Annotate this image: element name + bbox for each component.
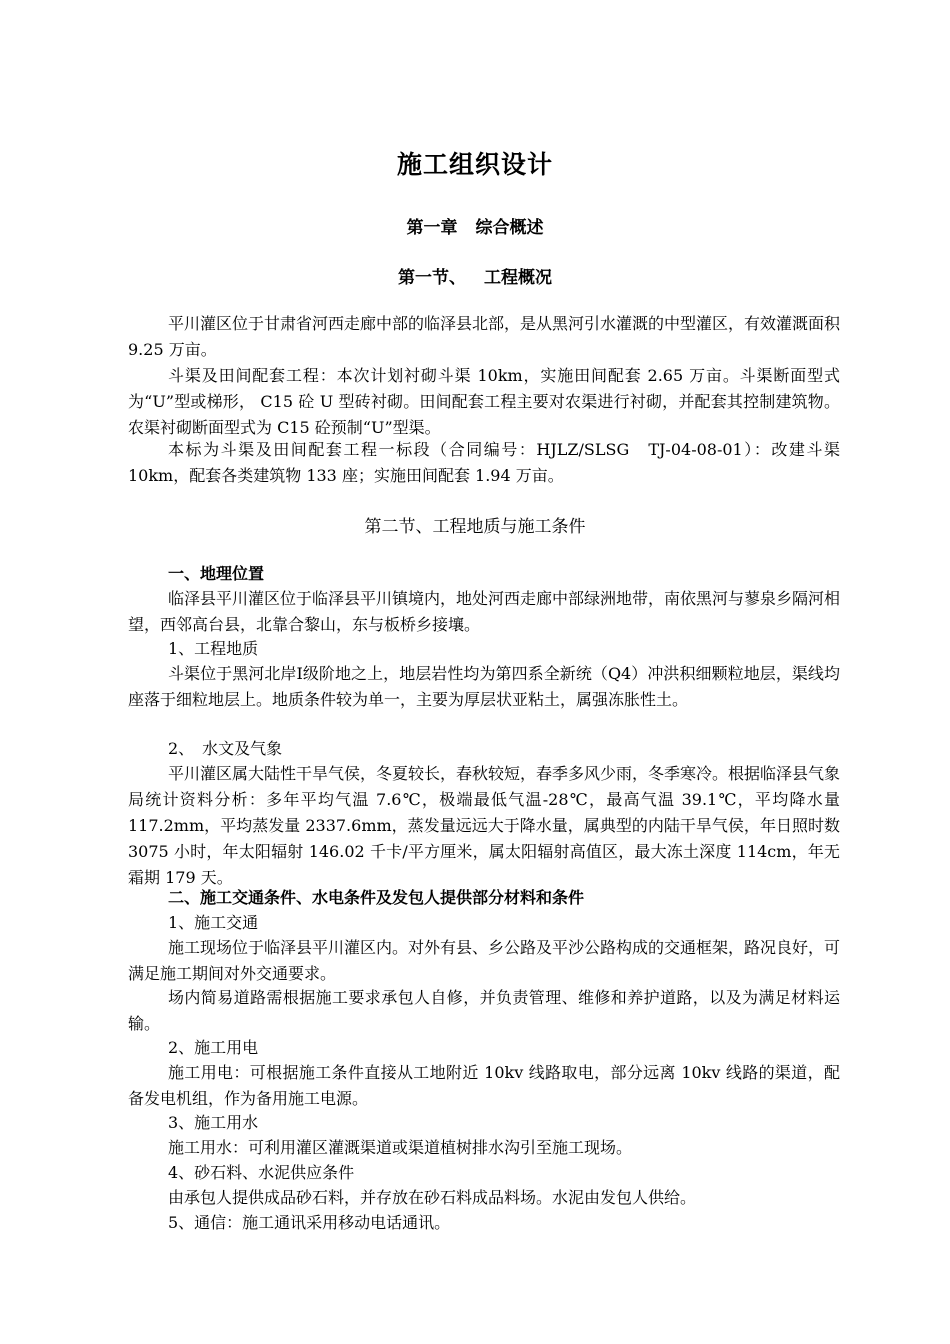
geology-text: 斗渠位于黑河北岸Ⅰ级阶地之上，地层岩性均为第四系全新统（Q4）冲洪积细颗粒地层，渠线均座落于细粒地层上。地质条件较为单一，主要为厚层状亚粘土，属强冻胀性土。	[128, 664, 840, 709]
paragraph-overview: 平川灌区位于甘肃省河西走廊中部的临泽县北部，是从黑河引水灌溉的中型灌区，有效灌溉面积 9.25 万亩。	[128, 314, 841, 359]
chapter-number: 第一章	[406, 218, 458, 238]
geology-heading: 1、工程地质	[168, 639, 259, 658]
hydro-heading: 2、 水文及气象	[168, 739, 283, 758]
material-text: 由承包人提供成品砂石料，并存放在砂石料成品料场。水泥由发包人供给。	[168, 1188, 697, 1207]
chapter-heading	[0, 213, 950, 238]
chapter-title: 综合概述	[475, 218, 544, 238]
geo-location-text: 临泽县平川灌区位于临泽县平川镇境内，地处河西走廊中部绿洲地带，南依黑河与蓼泉乡隔河相望，西邻高台县，北靠合黎山，东与板桥乡接壤。	[128, 589, 841, 634]
paragraph-ditch-works: 斗渠及田间配套工程：本次计划衬砌斗渠 10km，实施田间配套 2.65 万亩。斗渠断面型式为“U”型或梯形， C15 砼 U 型砖衬砌。田间配套工程主要对农渠进行衬砌，并配套其控制建筑物。农渠衬砌断面型式为 C15 砼预制“U”型渠。	[128, 366, 840, 437]
communication-text: 5、通信：施工通讯采用移动电话通讯。	[168, 1213, 451, 1232]
conditions-heading: 二、施工交通条件、水电条件及发包人提供部分材料和条件	[168, 888, 585, 907]
power-text: 施工用电：可根据施工条件直接从工地附近 10kv 线路取电，部分远离 10kv 线路的渠道，配备发电机组，作为备用施工电源。	[128, 1063, 840, 1108]
geo-location-heading: 一、地理位置	[168, 564, 265, 583]
material-heading: 4、砂石料、水泥供应条件	[168, 1163, 355, 1182]
traffic-text-2: 场内简易道路需根据施工要求承包人自修，并负责管理、维修和养护道路，以及为满足材料运输。	[128, 988, 840, 1033]
paragraph-bid-section: 本标为斗渠及田间配套工程一标段（合同编号：HJLZ/SLSG TJ-04-08-01）：改建斗渠 10km，配套各类建筑物 133 座；实施田间配套 1.94 万亩。	[128, 440, 840, 485]
water-text: 施工用水：可利用灌区灌溉渠道或渠道植树排水沟引至施工现场。	[168, 1138, 633, 1157]
traffic-heading: 1、施工交通	[168, 913, 259, 932]
section-heading-2: 第二节、工程地质与施工条件	[364, 517, 586, 537]
power-heading: 2、施工用电	[168, 1038, 259, 1057]
water-heading: 3、施工用水	[168, 1113, 259, 1132]
section-title: 工程概况	[484, 268, 552, 288]
hydro-text: 平川灌区属大陆性干旱气侯，冬夏较长，春秋较短，春季多风少雨，冬季寒冷。根据临泽县气象局统计资料分析：多年平均气温 7.6℃，极端最低气温-28℃，最高气温 39.1℃，平均降水量 117.2mm，平均蒸发量 2337.6mm，蒸发量远远大于降水量，属典型的内陆干旱气侯，年日照时数 3075 小时，年太阳辐射 146.02 千卡/平方厘米，属太阳辐射高值区，最大冻土深度 114cm，年无霜期 179 天。	[128, 764, 841, 887]
document-title: 施工组织设计	[396, 150, 553, 179]
section-heading-1	[0, 263, 950, 288]
traffic-text-1: 施工现场位于临泽县平川灌区内。对外有县、乡公路及平沙公路构成的交通框架，路况良好，可满足施工期间对外交通要求。	[128, 938, 841, 983]
section-number: 第一节、	[398, 268, 466, 288]
